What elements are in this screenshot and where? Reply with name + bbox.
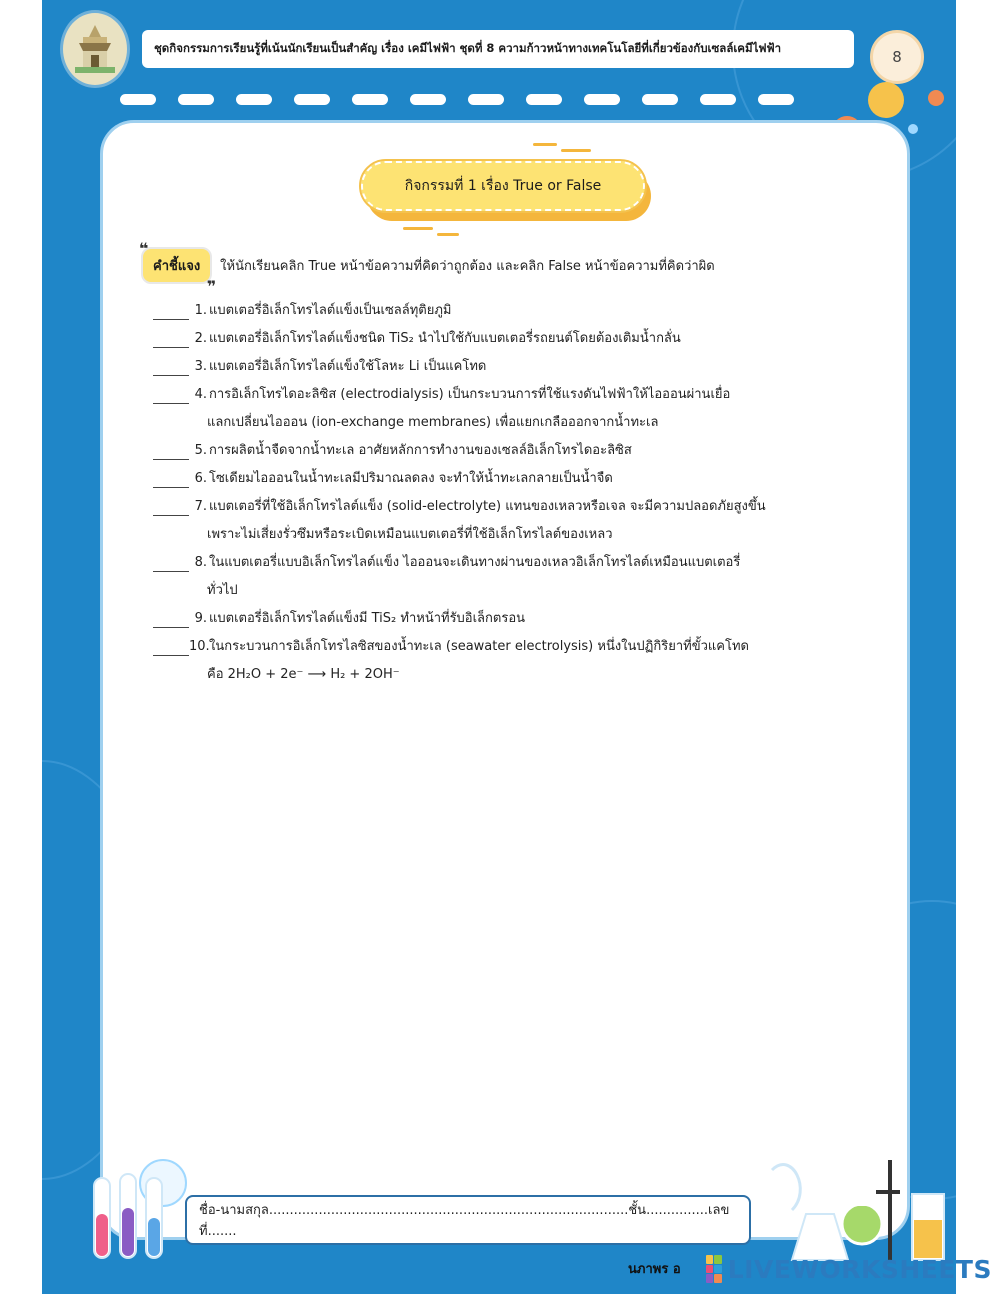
question-text: ในแบตเตอรี่แบบอิเล็กโทรไลต์แข็ง ไอออนจะเดินทางผ่านของเหลวอิเล็กโทรไลต์เหมือนแบตเตอรี่ [209, 555, 741, 570]
question-list [153, 297, 873, 689]
question-item [153, 437, 873, 465]
student-info-line: ชื่อ-นามสกุล.......................................................................................ชั้น...............เลขที่....... [199, 1203, 730, 1239]
question-text: การผลิตน้ำจืดจากน้ำทะเล อาศัยหลักการทำงานของเซลล์อิเล็กโทรไดอะลิซิส [209, 443, 632, 458]
dash-decoration [178, 94, 214, 105]
question-item [153, 381, 873, 409]
question-text: โซเดียมไอออนในน้ำทะเลมีปริมาณลดลง จะทำให้น้ำทะเลกลายเป็นน้ำจืด [209, 471, 613, 486]
student-info-box [185, 1195, 751, 1245]
question-text: การอิเล็กโทรไดอะลิซิส (electrodialysis) เป็นกระบวนการที่ใช้แรงดันไฟฟ้าให้ไอออนผ่านเยื่อ [209, 387, 731, 402]
question-number: 3. [194, 359, 207, 374]
instruction-row [139, 239, 881, 296]
instruction-badge [139, 239, 217, 296]
close-quote-icon: ❞ [206, 277, 217, 296]
dash-decoration [700, 94, 736, 105]
question-number: 7. [194, 499, 207, 514]
question-item [153, 325, 873, 353]
content-panel [100, 120, 910, 1240]
question-number: 10. [189, 639, 210, 654]
answer-blank[interactable] [153, 498, 189, 516]
question-number: 9. [194, 611, 207, 626]
page-number: 8 [892, 48, 902, 66]
question-item [153, 297, 873, 325]
liveworksheets-logo[interactable] [706, 1252, 992, 1286]
open-quote-icon: ❝ [139, 239, 149, 258]
question-item [153, 353, 873, 381]
question-item [153, 549, 873, 577]
question-text: แบตเตอรี่ที่ใช้อิเล็กโทรไลต์แข็ง (solid-electrolyte) แทนของเหลวหรือเจล จะมีความปลอดภัยสูงขึ้น [209, 499, 766, 514]
question-text: แบตเตอรี่อิเล็กโทรไลต์แข็งชนิด TiS₂ นำไปใช้กับแบตเตอรี่รถยนต์โดยต้องเติมน้ำกลั่น [209, 331, 681, 346]
question-item [153, 605, 873, 633]
dash-decoration [468, 94, 504, 105]
question-item [153, 493, 873, 521]
title-stroke [533, 143, 557, 146]
header-title: ชุดกิจกรรมการเรียนรู้ที่เน้นนักเรียนเป็นสำคัญ เรื่อง เคมีไฟฟ้า ชุดที่ 8 ความก้าวหน้าทางเทคโนโลยีที่เกี่ยวข้องกับเซลล์เคมีไฟฟ้า [154, 41, 782, 55]
question-text-continued: แลกเปลี่ยนไอออน (ion-exchange membranes) เพื่อแยกเกลือออกจากน้ำทะเล [207, 415, 659, 430]
answer-blank[interactable] [153, 442, 189, 460]
activity-title-card [361, 161, 651, 221]
question-number: 5. [194, 443, 207, 458]
dash-decoration [294, 94, 330, 105]
dash-decoration [642, 94, 678, 105]
answer-blank[interactable] [153, 302, 189, 320]
question-number: 1. [194, 303, 207, 318]
question-text-continued: คือ 2H₂O + 2e⁻ ⟶ H₂ + 2OH⁻ [207, 667, 400, 682]
question-text: แบตเตอรี่อิเล็กโทรไลต์แข็งเป็นเซลล์ทุติยภูมิ [209, 303, 452, 318]
dash-decoration [120, 94, 156, 105]
question-item [153, 465, 873, 493]
school-logo [60, 10, 130, 88]
temple-icon [69, 21, 121, 77]
dash-decoration [758, 94, 794, 105]
instruction-label: คำชี้แจง [153, 259, 201, 274]
dash-decoration [526, 94, 562, 105]
activity-title: กิจกรรมที่ 1 เรื่อง True or False [361, 161, 645, 211]
question-number: 8. [194, 555, 207, 570]
question-text: ในกระบวนการอิเล็กโทรไลซิสของน้ำทะเล (seawater electrolysis) หนึ่งในปฏิกิริยาที่ขั้วแคโทด [209, 639, 749, 654]
page-number-badge [870, 30, 924, 84]
title-stroke [403, 227, 433, 230]
answer-blank[interactable] [153, 638, 189, 656]
decorative-ball [928, 90, 944, 106]
question-number: 4. [194, 387, 207, 402]
question-number: 2. [194, 331, 207, 346]
liveworksheets-icon [706, 1255, 722, 1283]
header-title-bar [142, 30, 854, 68]
instruction-text: ให้นักเรียนคลิก True หน้าข้อความที่คิดว่าถูกต้อง และคลิก False หน้าข้อความที่คิดว่าผิด [220, 259, 715, 274]
title-stroke [437, 233, 459, 236]
question-text-continued: ทั่วไป [207, 583, 238, 598]
answer-blank[interactable] [153, 554, 189, 572]
question-item [153, 633, 873, 661]
decorative-ball [868, 82, 904, 118]
title-stroke [561, 149, 591, 152]
liveworksheets-text: LIVEWORKSHEETS [727, 1254, 992, 1284]
test-tubes-icon [86, 1164, 196, 1274]
dash-decoration [236, 94, 272, 105]
question-number: 6. [194, 471, 207, 486]
answer-blank[interactable] [153, 470, 189, 488]
dash-decoration [584, 94, 620, 105]
question-text: แบตเตอรี่อิเล็กโทรไลต์แข็งมี TiS₂ ทำหน้าที่รับอิเล็กตรอน [209, 611, 526, 626]
answer-blank[interactable] [153, 386, 189, 404]
answer-blank[interactable] [153, 610, 189, 628]
answer-blank[interactable] [153, 330, 189, 348]
dash-decoration [410, 94, 446, 105]
worksheet-page [42, 0, 956, 1294]
dash-decoration [352, 94, 388, 105]
author-name: นภาพร อ [628, 1262, 681, 1277]
question-text-continued: เพราะไม่เสี่ยงรั่วซึมหรือระเบิดเหมือนแบตเตอรี่ที่ใช้อิเล็กโทรไลต์ของเหลว [207, 527, 613, 542]
question-text: แบตเตอรี่อิเล็กโทรไลต์แข็งใช้โลหะ Li เป็นแคโทด [209, 359, 487, 374]
answer-blank[interactable] [153, 358, 189, 376]
decorative-ball [908, 124, 918, 134]
